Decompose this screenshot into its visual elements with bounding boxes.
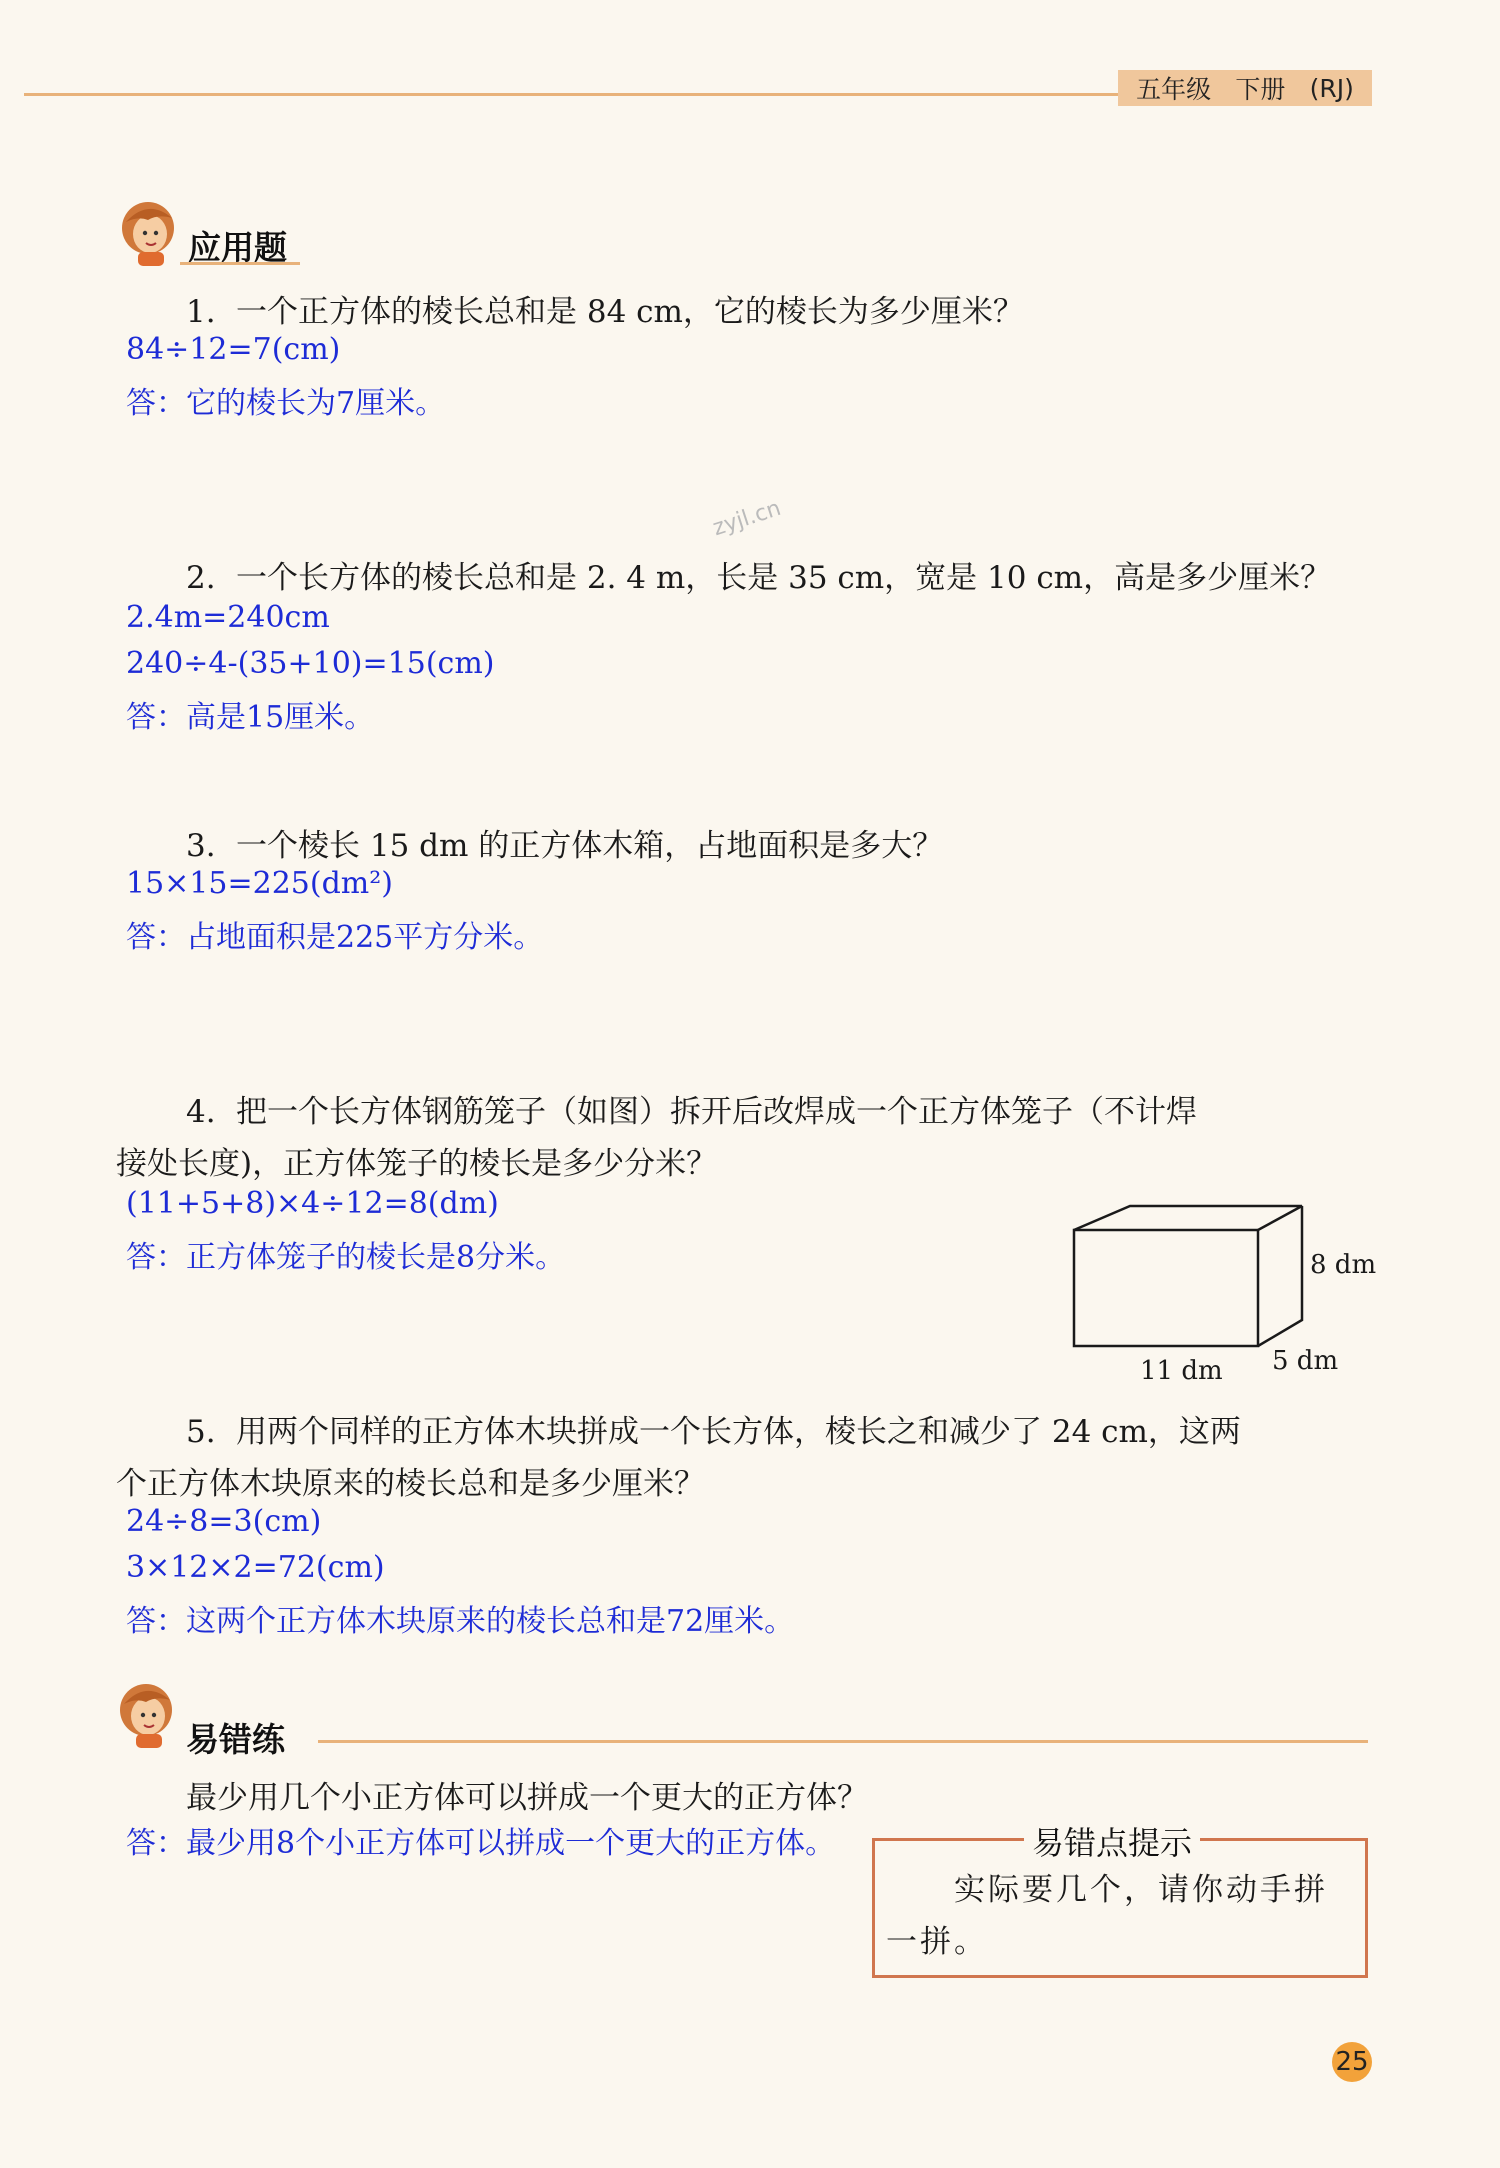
watermark: zyjl.cn <box>709 495 784 542</box>
practice-question: 最少用几个小正方体可以拼成一个更大的正方体？ <box>186 1780 868 1816</box>
question-5 <box>116 1406 1376 1458</box>
section-rule <box>180 262 300 265</box>
question-text-line1: 把一个长方体钢筋笼子（如图）拆开后改焊成一个正方体笼子（不计焊 <box>236 1094 1197 1130</box>
question-3 <box>116 820 1376 872</box>
question-4 <box>116 1086 1376 1138</box>
question-4-line2 <box>116 1138 1376 1190</box>
question-1 <box>116 286 1376 338</box>
section-title-error-practice: 易错练 <box>186 1720 285 1759</box>
answer-line: 240÷4-(35+10)=15(cm) <box>126 646 495 681</box>
edition-label: (RJ) <box>1309 73 1354 103</box>
question-text: 一个长方体的棱长总和是 2. 4 m，长是 35 cm，宽是 10 cm，高是多少厘米？ <box>236 560 1332 596</box>
hint-text: 实际要几个，请你动手拼一拼。 <box>886 1872 1328 1960</box>
section-rule <box>318 1740 1368 1743</box>
length-label: 11 dm <box>1140 1356 1223 1386</box>
page-number: 25 <box>1332 2042 1372 2082</box>
header-rule <box>24 93 1124 96</box>
question-5-line2 <box>116 1458 1376 1510</box>
practice-answer: 答：最少用8个小正方体可以拼成一个更大的正方体。 <box>126 1826 836 1861</box>
question-number: 4. <box>186 1094 216 1130</box>
answer-line: (11+5+8)×4÷12=8(dm) <box>126 1186 499 1221</box>
answer-line: 答：正方体笼子的棱长是8分米。 <box>126 1240 566 1275</box>
girl-mascot-icon <box>118 198 180 268</box>
answer-line: 84÷12=7(cm) <box>126 332 341 367</box>
answer-line: 24÷8=3(cm) <box>126 1504 322 1539</box>
section-title-application: 应用题 <box>188 228 287 267</box>
question-2 <box>116 552 1376 604</box>
question-text-line2: 个正方体木块原来的棱长总和是多少厘米？ <box>116 1466 705 1502</box>
question-text-line2: 接处长度)，正方体笼子的棱长是多少分米？ <box>116 1146 718 1182</box>
answer-line: 答：这两个正方体木块原来的棱长总和是72厘米。 <box>126 1604 795 1639</box>
question-number: 3. <box>186 828 216 864</box>
question-number: 2. <box>186 560 216 596</box>
question-text: 一个正方体的棱长总和是 84 cm，它的棱长为多少厘米？ <box>236 294 1024 330</box>
girl-mascot-icon <box>116 1680 178 1750</box>
answer-line: 答：它的棱长为7厘米。 <box>126 386 446 421</box>
grade-label: 五年级 <box>1136 75 1212 104</box>
width-label: 5 dm <box>1272 1346 1339 1376</box>
answer-line: 答：占地面积是225平方分米。 <box>126 920 544 955</box>
answer-line: 2.4m=240cm <box>126 600 330 635</box>
header-tab <box>1118 70 1372 106</box>
question-text: 一个棱长 15 dm 的正方体木箱，占地面积是多大？ <box>236 828 944 864</box>
answer-line: 15×15=225(dm²) <box>126 866 393 901</box>
question-number: 5. <box>186 1414 216 1450</box>
question-number: 1. <box>186 294 216 330</box>
volume-label: 下册 <box>1235 75 1286 104</box>
height-label: 8 dm <box>1310 1250 1377 1280</box>
answer-line: 3×12×2=72(cm) <box>126 1550 385 1585</box>
hint-title: 易错点提示 <box>1024 1818 1200 1864</box>
answer-line: 答：高是15厘米。 <box>126 700 375 735</box>
cuboid-figure <box>1068 1196 1308 1366</box>
question-text-line1: 用两个同样的正方体木块拼成一个长方体，棱长之和减少了 24 cm，这两 <box>236 1414 1241 1450</box>
